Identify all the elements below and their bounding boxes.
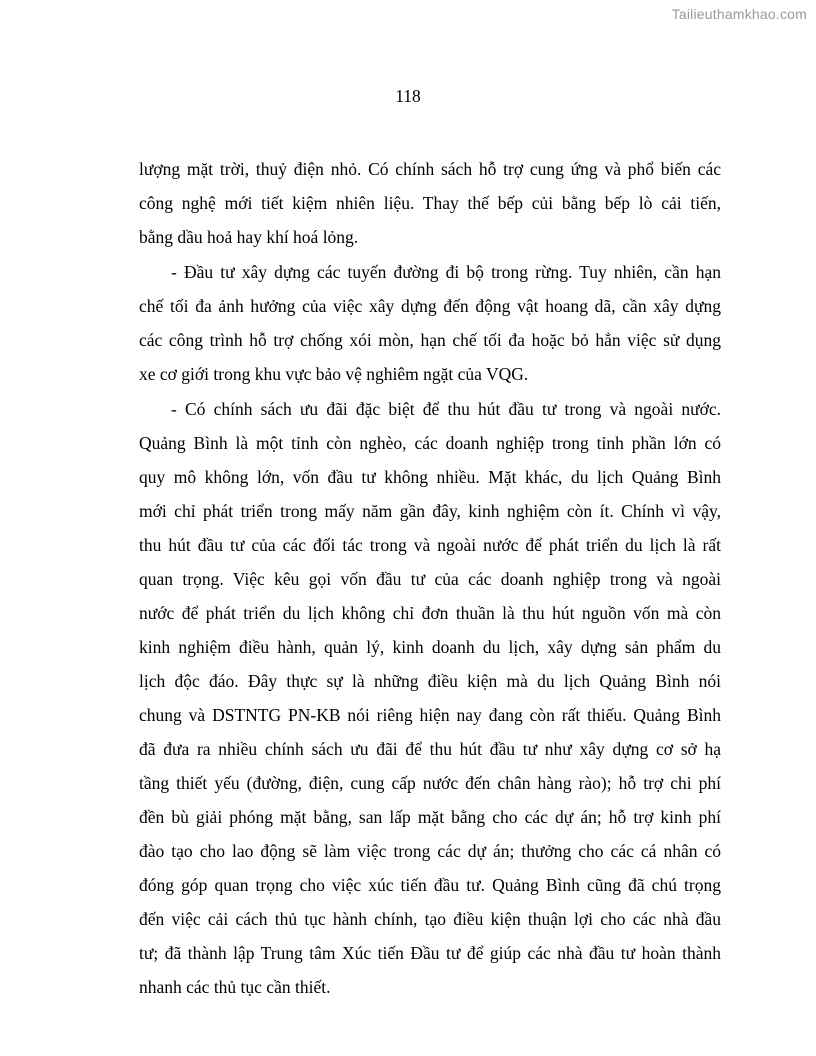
text-line: kinh nghiệm điều hành, quản lý, kinh doanh du lịch, xây dựng sản phẩm du	[139, 637, 721, 657]
paragraph-1	[139, 152, 721, 254]
text-line: tầng thiết yếu (đường, điện, cung cấp nước đến chân hàng rào); hỗ trợ chi phí	[139, 773, 721, 793]
text-line: xe cơ giới trong khu vực bảo vệ nghiêm ngặt của VQG.	[139, 364, 529, 384]
text-line: bằng dầu hoả hay khí hoá lỏng.	[139, 227, 359, 247]
text-line: quy mô không lớn, vốn đầu tư không nhiều. Mặt khác, du lịch Quảng Bình	[139, 467, 721, 487]
text-line: lịch độc đáo. Đây thực sự là những điều kiện mà du lịch Quảng Bình nói	[139, 671, 721, 691]
text-line: chế tối đa ảnh hưởng của việc xây dựng đến động vật hoang dã, cần xây dựng	[139, 296, 721, 316]
paragraph-2	[139, 255, 721, 391]
text-line: công nghệ mới tiết kiệm nhiên liệu. Thay thế bếp củi bằng bếp lò cải tiến,	[139, 193, 721, 213]
text-line: thu hút đầu tư của các đối tác trong và ngoài nước để phát triển du lịch là rất	[139, 535, 721, 555]
text-line: Quảng Bình là một tỉnh còn nghèo, các doanh nghiệp trong tỉnh phần lớn có	[139, 433, 721, 453]
text-line: đào tạo cho lao động sẽ làm việc trong các dự án; thưởng cho các cá nhân có	[139, 841, 721, 861]
text-line: chung và DSTNTG PN-KB nói riêng hiện nay đang còn rất thiếu. Quảng Bình	[139, 705, 721, 725]
text-line: quan trọng. Việc kêu gọi vốn đầu tư của các doanh nghiệp trong và ngoài	[139, 569, 721, 589]
text-line: - Có chính sách ưu đãi đặc biệt để thu hút đầu tư trong và ngoài nước.	[171, 399, 721, 419]
paragraph-3	[139, 392, 721, 1004]
text-line: đền bù giải phóng mặt bằng, san lấp mặt bằng cho các dự án; hỗ trợ kinh phí	[139, 807, 721, 827]
text-line: các công trình hỗ trợ chống xói mòn, hạn chế tối đa hoặc bỏ hẳn việc sử dụng	[139, 330, 721, 350]
text-line: tư; đã thành lập Trung tâm Xúc tiến Đầu tư để giúp các nhà đầu tư hoàn thành	[139, 943, 721, 963]
text-line: lượng mặt trời, thuỷ điện nhỏ. Có chính sách hỗ trợ cung ứng và phổ biến các	[139, 159, 721, 179]
watermark: Tailieuthamkhao.com	[671, 6, 807, 22]
text-line: nước để phát triển du lịch không chỉ đơn thuần là thu hút nguồn vốn mà còn	[139, 603, 721, 623]
document-body	[139, 152, 721, 1004]
text-line: đến việc cải cách thủ tục hành chính, tạo điều kiện thuận lợi cho các nhà đầu	[139, 909, 721, 929]
text-line: đã đưa ra nhiều chính sách ưu đãi để thu hút đầu tư như xây dựng cơ sở hạ	[139, 739, 721, 759]
text-line: nhanh các thủ tục cần thiết.	[139, 977, 331, 997]
text-line: - Đầu tư xây dựng các tuyến đường đi bộ trong rừng. Tuy nhiên, cần hạn	[171, 262, 721, 282]
text-line: mới chỉ phát triển trong mấy năm gần đây, kinh nghiệm còn ít. Chính vì vậy,	[139, 501, 721, 521]
text-line: đóng góp quan trọng cho việc xúc tiến đầu tư. Quảng Bình cũng đã chú trọng	[139, 875, 721, 895]
page-number: 118	[395, 86, 421, 106]
